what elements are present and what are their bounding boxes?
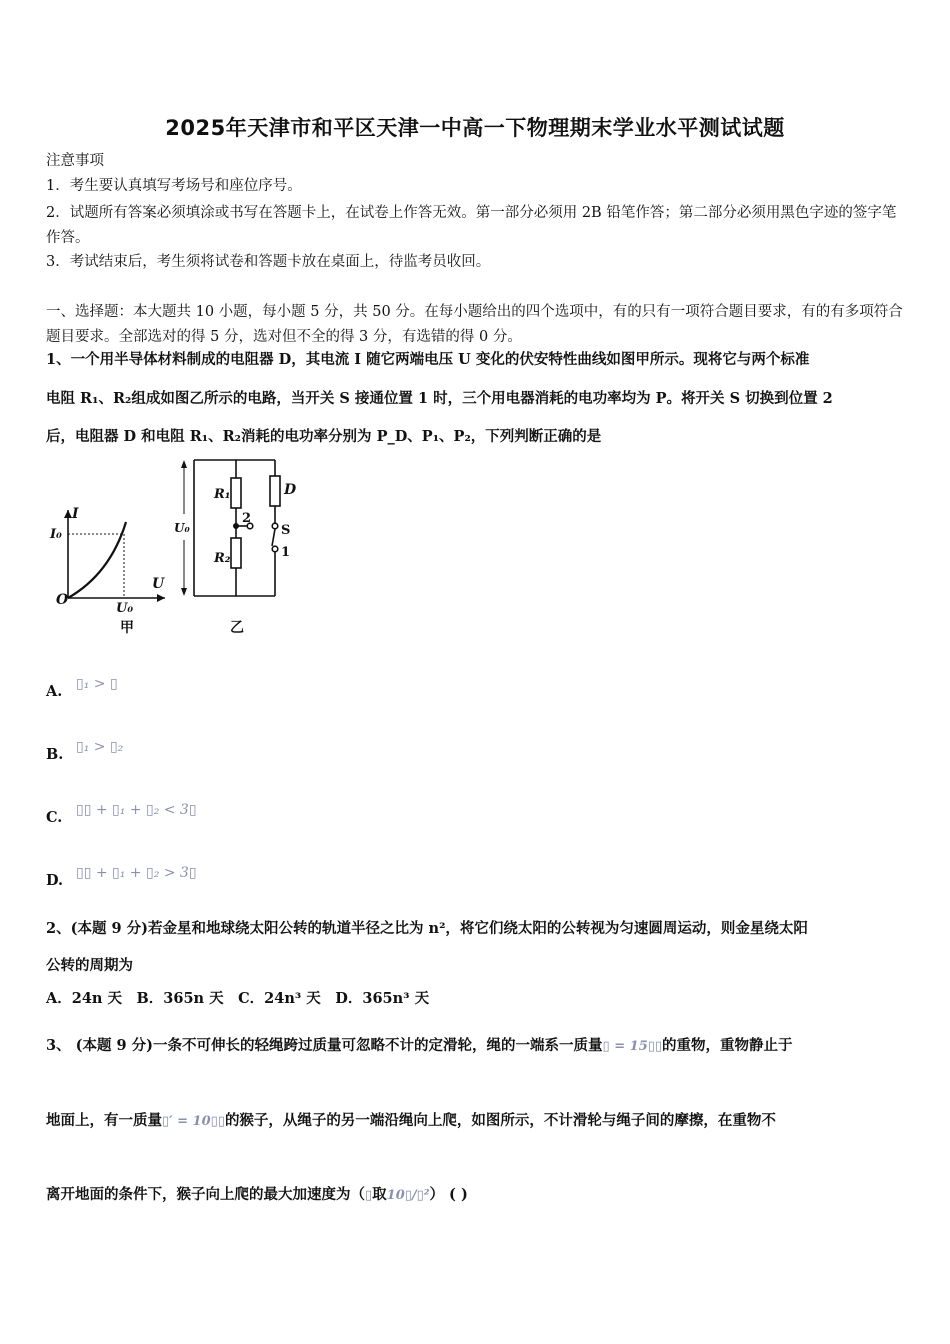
notice-item-3: 3．考试结束后，考生须将试卷和答题卡放在桌面上，待监考员收回。: [46, 254, 491, 270]
q1-line-2: 电阻 R₁、R₂组成如图乙所示的电路，当开关 S 接通位置 1 时，三个用电器消耗的电功率均为 P。将开关 S 切换到位置 2: [46, 390, 833, 407]
notice-item-1: 1．考生要认真填写考场号和座位序号。: [46, 178, 302, 194]
q3-g-symbol: ▯: [365, 1188, 373, 1203]
notice-heading: 注意事项: [46, 153, 104, 169]
d-resistor: [270, 476, 280, 506]
origin-label: O: [56, 592, 69, 608]
i0-label: I₀: [50, 527, 62, 542]
iv-graph: [64, 510, 165, 602]
q1-figure: [40, 452, 300, 644]
u0-circuit-label: U₀: [174, 521, 190, 535]
r1-resistor: [231, 478, 241, 508]
pos1-label: 1: [281, 545, 291, 560]
circuit-caption: 乙: [230, 620, 244, 636]
u0-arrowhead-up: [181, 460, 187, 468]
circuit: [181, 460, 280, 596]
q3-take: 取: [372, 1186, 387, 1203]
q3-line-3: [46, 1184, 468, 1207]
q1-option-a-math: ▯₁ > ▯: [76, 676, 118, 692]
exam-title: 2025年天津市和平区天津一中高一下物理期末学业水平测试试题: [165, 116, 785, 140]
u-axis-arrow: [157, 594, 165, 602]
q3-line-2: [46, 1110, 776, 1133]
q2-line-2: 公转的周期为: [46, 957, 133, 974]
i-axis-arrow: [64, 510, 72, 518]
r1-label: R₁: [214, 487, 231, 502]
u0-arrowhead-down: [181, 588, 187, 596]
u0-label: U₀: [116, 601, 134, 616]
q3-text-4: 的猴子，从绳子的另一端沿绳向上爬，如图所示，不计滑轮与绳子间的摩擦，在重物不: [224, 1112, 776, 1129]
q3-line-1: [46, 1035, 793, 1058]
q3-text-2: 的重物，重物静止于: [662, 1037, 793, 1054]
r2-label: R₂: [214, 551, 231, 566]
q1-option-d-label: D.: [46, 872, 64, 889]
switch-blade: [272, 529, 275, 546]
q1-option-c-label: C.: [46, 809, 63, 826]
q1-option-a-label: A.: [46, 683, 63, 700]
iv-curve: [68, 522, 126, 598]
q1-line-1: 1、一个用半导体材料制成的电阻器 D，其电流 I 随它两端电压 U 变化的伏安特性曲线如图甲所示。现将它与两个标准: [46, 351, 810, 368]
r2-resistor: [231, 538, 241, 568]
switch-pivot: [272, 523, 278, 529]
q2-options: A．24n 天 B．365n 天 C．24n³ 天 D．365n³ 天: [46, 990, 430, 1007]
q3-text-3: 地面上，有一质量: [46, 1112, 162, 1129]
q3-text-5: 离开地面的条件下，猴子向上爬的最大加速度为（: [46, 1186, 365, 1203]
q3-mass-1: ▯ = 15▯▯: [602, 1039, 663, 1054]
q1-option-d-math: ▯▯ + ▯₁ + ▯₂ > 3▯: [76, 865, 197, 881]
q2-line-1: 2、(本题 9 分)若金星和地球绕太阳公转的轨道半径之比为 n²，将它们绕太阳的公转视为匀速圆周运动，则金星绕太阳: [46, 920, 808, 937]
q3-text-6: ） ( ): [429, 1186, 468, 1203]
notice-item-2: 2．试题所有答案必须填涂或书写在答题卡上，在试卷上作答无效。第一部分必须用 2B 铅笔作答；第二部分必须用黑色字迹的签字笔作答。: [46, 205, 897, 246]
q1-option-b-math: ▯₁ > ▯₂: [76, 739, 124, 755]
section-intro: 一、选择题：本大题共 10 小题，每小题 5 分，共 50 分。在每小题给出的四个选项中，有的只有一项符合题目要求，有的有多项符合题目要求。全部选对的得 5 分，选对但不全的得 3 分，有选错的得 0 分。: [46, 304, 903, 345]
switch-contact-1: [272, 546, 278, 552]
q1-option-c-math: ▯▯ + ▯₁ + ▯₂ < 3▯: [76, 802, 197, 818]
graph-caption: 甲: [120, 620, 134, 636]
u-axis-label: U: [152, 576, 165, 592]
d-label: D: [284, 482, 297, 498]
i-axis-label: I: [72, 506, 79, 522]
q1-option-b-label: B.: [46, 746, 64, 763]
pos2-label: 2: [242, 511, 252, 526]
q3-mass-2: ▯′ = 10▯▯: [162, 1114, 225, 1129]
q3-g-value: 10▯/▯²: [386, 1188, 430, 1203]
q1-line-3: 后，电阻器 D 和电阻 R₁、R₂消耗的电功率分别为 P_D、P₁、P₂，下列判断正确的是: [46, 428, 602, 445]
s-label: S: [281, 523, 291, 538]
q3-text-1: 3、 (本题 9 分)一条不可伸长的轻绳跨过质量可忽略不计的定滑轮，绳的一端系一质量: [46, 1037, 603, 1054]
